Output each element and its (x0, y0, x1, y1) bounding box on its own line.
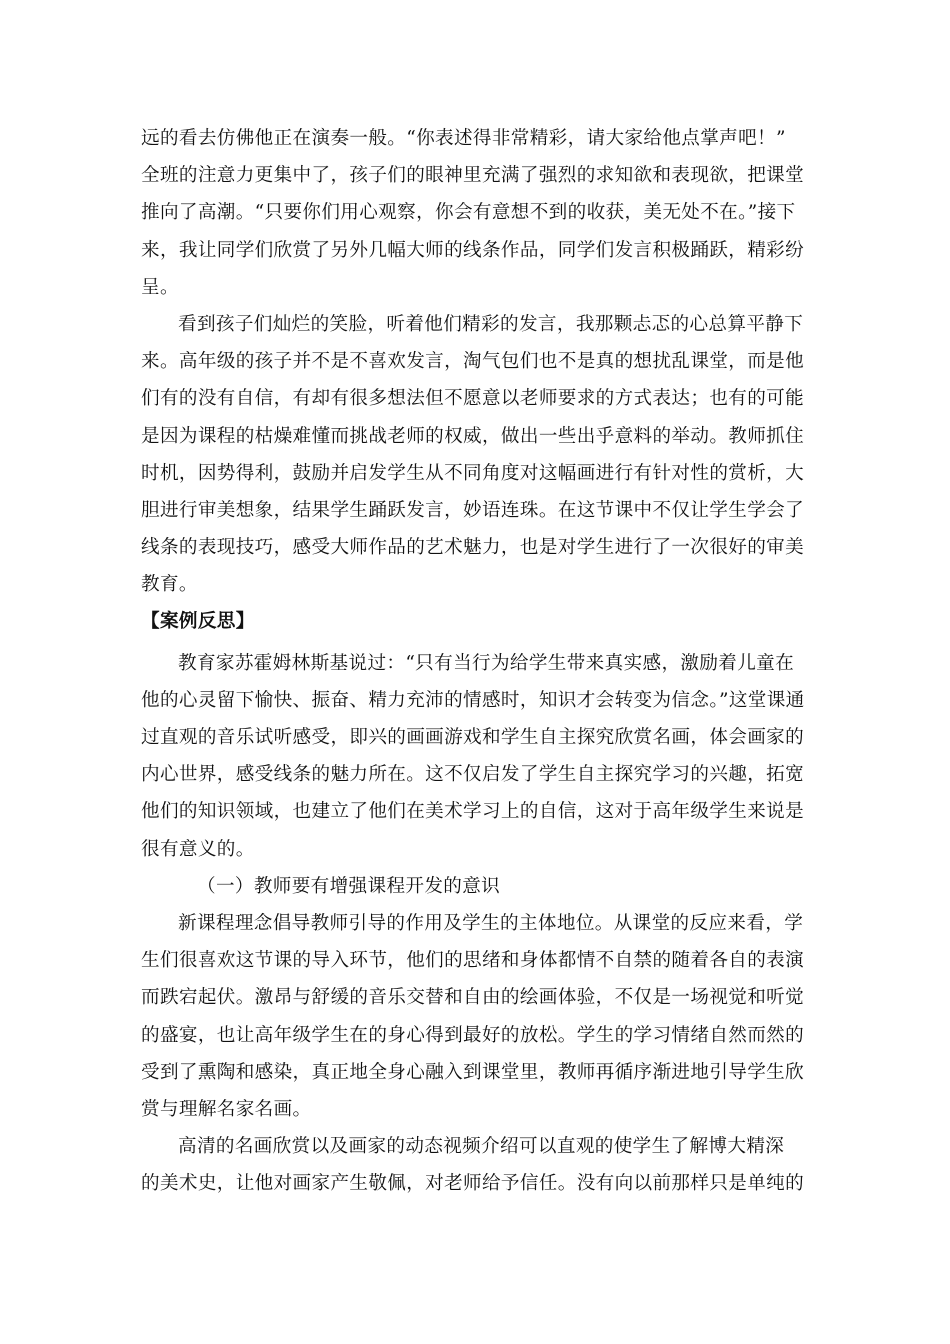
paragraph-line: 受到了熏陶和感染，真正地全身心融入到课堂里，教师再循序渐进地引导学生欣 (141, 1061, 805, 1083)
paragraph-line: 他的心灵留下愉快、振奋、精力充沛的情感时，知识才会转变为信念。”这堂课通 (141, 689, 805, 711)
paragraph-1 (141, 120, 809, 306)
paragraph-5 (141, 1128, 809, 1202)
paragraph-line: 是因为课程的枯燥难懂而挑战老师的权威，做出一些出乎意料的举动。教师抓住 (141, 425, 805, 447)
paragraph-2 (141, 306, 809, 604)
paragraph-line: 们有的没有自信，有却有很多想法但不愿意以老师要求的方式表达；也有的可能 (141, 388, 805, 410)
paragraph-line: 内心世界，感受线条的魅力所在。这不仅启发了学生自主探究学习的兴趣，拓宽 (141, 764, 805, 786)
paragraph-line: 教育家苏霍姆林斯基说过：“只有当行为给学生带来真实感，激励着儿童在 (178, 652, 795, 674)
document-page (141, 120, 809, 1202)
paragraph-line: 过直观的音乐试听感受，即兴的画画游戏和学生自主探究欣赏名画，体会画家的 (141, 727, 805, 748)
paragraph-line: 而跌宕起伏。激昂与舒缓的音乐交替和自由的绘画体验，不仅是一场视觉和听觉 (141, 987, 805, 1009)
section-heading: 【案例反思】 (141, 611, 255, 633)
paragraph-line: 生们很喜欢这节课的导入环节，他们的思绪和身体都情不自禁的随着各自的表演 (141, 950, 805, 972)
paragraph-line: 来，我让同学们欣赏了另外几幅大师的线条作品，同学们发言积极踊跃，精彩纷 (141, 239, 805, 261)
paragraph-line: 的美术史，让他对画家产生敬佩，对老师给予信任。没有向以前那样只是单纯的 (141, 1173, 805, 1195)
paragraph-line: 推向了高潮。“只要你们用心观察，你会有意想不到的收获，美无处不在。”接下 (141, 202, 796, 224)
subheading: （一）教师要有增强课程开发的意识 (197, 875, 501, 897)
paragraph-line: 新课程理念倡导教师引导的作用及学生的主体地位。从课堂的反应来看，学 (178, 912, 804, 934)
paragraph-3 (141, 645, 809, 868)
paragraph-line: 时机，因势得利，鼓励并启发学生从不同角度对这幅画进行有针对性的赏析，大 (141, 462, 805, 484)
paragraph-line: 教育。 (141, 574, 198, 596)
paragraph-line: 他们的知识领域，也建立了他们在美术学习上的自信，这对于高年级学生来说是 (141, 801, 805, 823)
paragraph-line: 很有意义的。 (141, 838, 255, 860)
paragraph-4 (141, 905, 809, 1128)
paragraph-line: 的盛宴，也让高年级学生在的身心得到最好的放松。学生的学习情绪自然而然的 (141, 1024, 805, 1046)
paragraph-line: 胆进行审美想象，结果学生踊跃发言，妙语连珠。在这节课中不仅让学生学会了 (141, 499, 805, 521)
paragraph-line: 高清的名画欣赏以及画家的动态视频介绍可以直观的使学生了解博大精深 (178, 1136, 785, 1158)
paragraph-line: 线条的表现技巧，感受大师作品的艺术魅力，也是对学生进行了一次很好的审美 (141, 537, 805, 559)
paragraph-line: 呈。 (141, 276, 179, 298)
paragraph-line: 看到孩子们灿烂的笑脸，听着他们精彩的发言，我那颗忐忑的心总算平静下 (178, 313, 804, 335)
paragraph-line: 赏与理解名家名画。 (141, 1098, 312, 1120)
paragraph-line: 来。高年级的孩子并不是不喜欢发言，淘气包们也不是真的想扰乱课堂，而是他 (141, 351, 805, 373)
paragraph-line: 远的看去仿佛他正在演奏一般。“你表述得非常精彩，请大家给他点掌声吧！” (141, 128, 786, 149)
paragraph-line: 全班的注意力更集中了，孩子们的眼神里充满了强烈的求知欲和表现欲，把课堂 (141, 165, 805, 187)
